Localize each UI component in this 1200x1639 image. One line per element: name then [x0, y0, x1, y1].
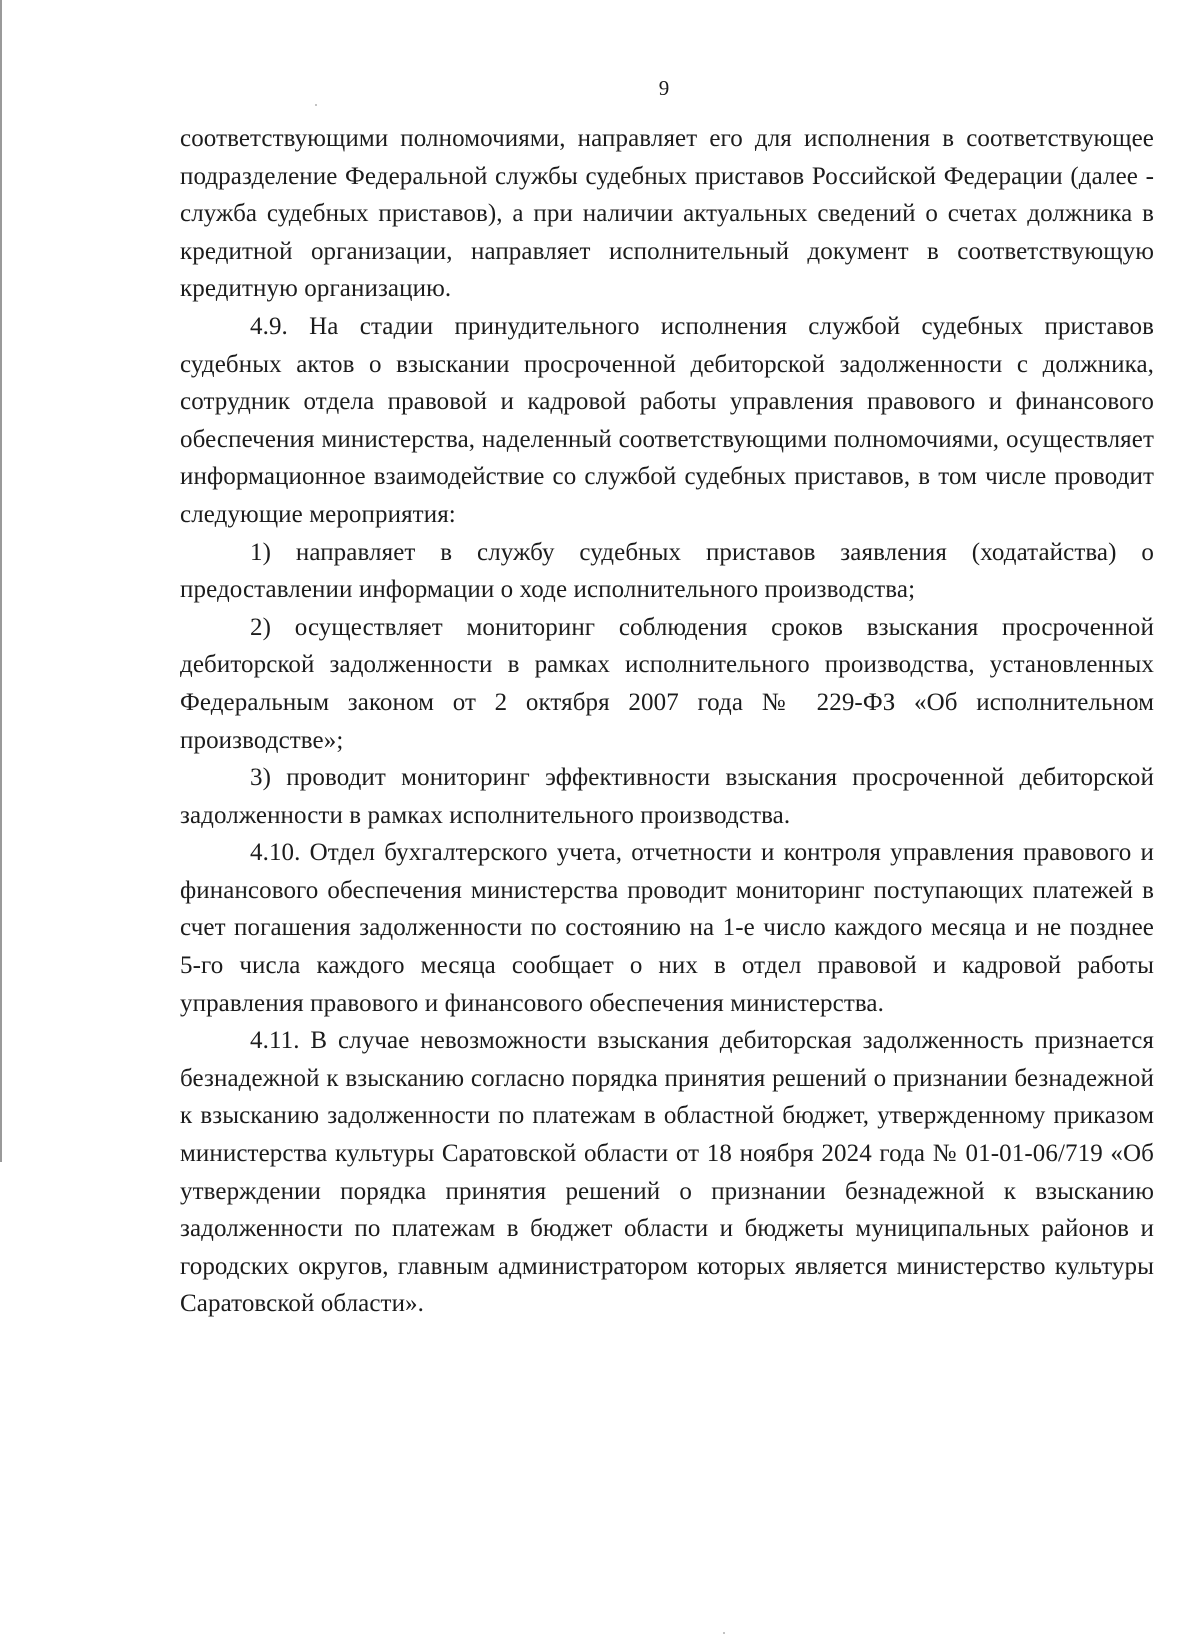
paragraph-4-11: 4.11. В случае невозможности взыскания дебиторская задолженность признается безнадежной к взысканию согласно порядка принятия решений о признании безнадежной к взысканию задолженности по платежам в областной бюджет, утвержденному приказом министерства культуры Саратовской области от 18 ноября 2024 года № 01-01-06/719 «Об утверждении порядка принятия решений о признании безнадежной к взысканию задолженности по платежам в бюджет области и бюджеты муниципальных районов и городских округов, главным администратором которых является министерство культуры Саратовской области».	[180, 1027, 1154, 1318]
paragraph-4-10: 4.10. Отдел бухгалтерского учета, отчетности и контроля управления правового и финансового обеспечения министерства проводит мониторинг поступающих платежей в счет погашения задолженности по состоянию на 1-е число каждого месяца и не позднее 5-го числа каждого месяца сообщает о них в отдел правовой и кадровой работы управления правового и финансового обеспечения министерства.	[180, 839, 1154, 1017]
list-item-1: 1) направляет в службу судебных приставов заявления (ходатайства) о предоставлении информации о ходе исполнительного производства;	[180, 538, 1154, 604]
page-left-edge	[0, 0, 2, 1162]
list-item-2: 2) осуществляет мониторинг соблюдения сроков взыскания просроченной дебиторской задолженности в рамках исполнительного производства, установленных Федеральным законом от 2 октября 2007 года № 229-ФЗ «Об исполнительном производстве»;	[180, 613, 1154, 754]
scan-speck	[723, 1632, 725, 1634]
page-number: 9	[658, 76, 670, 100]
document-body	[180, 120, 1154, 1323]
paragraph-4-9: 4.9. На стадии принудительного исполнения службой судебных приставов судебных актов о взыскании просроченной дебиторской задолженности с должника, сотрудник отдела правовой и кадровой работы управления правового и финансового обеспечения министерства, наделенный соответствующими полномочиями, осуществляет информационное взаимодействие со службой судебных приставов, в том числе проводит следующие мероприятия:	[180, 312, 1154, 528]
list-item-3: 3) проводит мониторинг эффективности взыскания просроченной дебиторской задолженности в рамках исполнительного производства.	[180, 764, 1154, 829]
paragraph-continuation: соответствующими полномочиями, направляет его для исполнения в соответствующее подразделение Федеральной службы судебных приставов Российской Федерации (далее - служба судебных приставов), а при наличии актуальных сведений о счетах должника в кредитной организации, направляет исполнительный документ в соответствующую кредитную организацию.	[180, 125, 1154, 303]
scan-speck	[315, 104, 317, 106]
